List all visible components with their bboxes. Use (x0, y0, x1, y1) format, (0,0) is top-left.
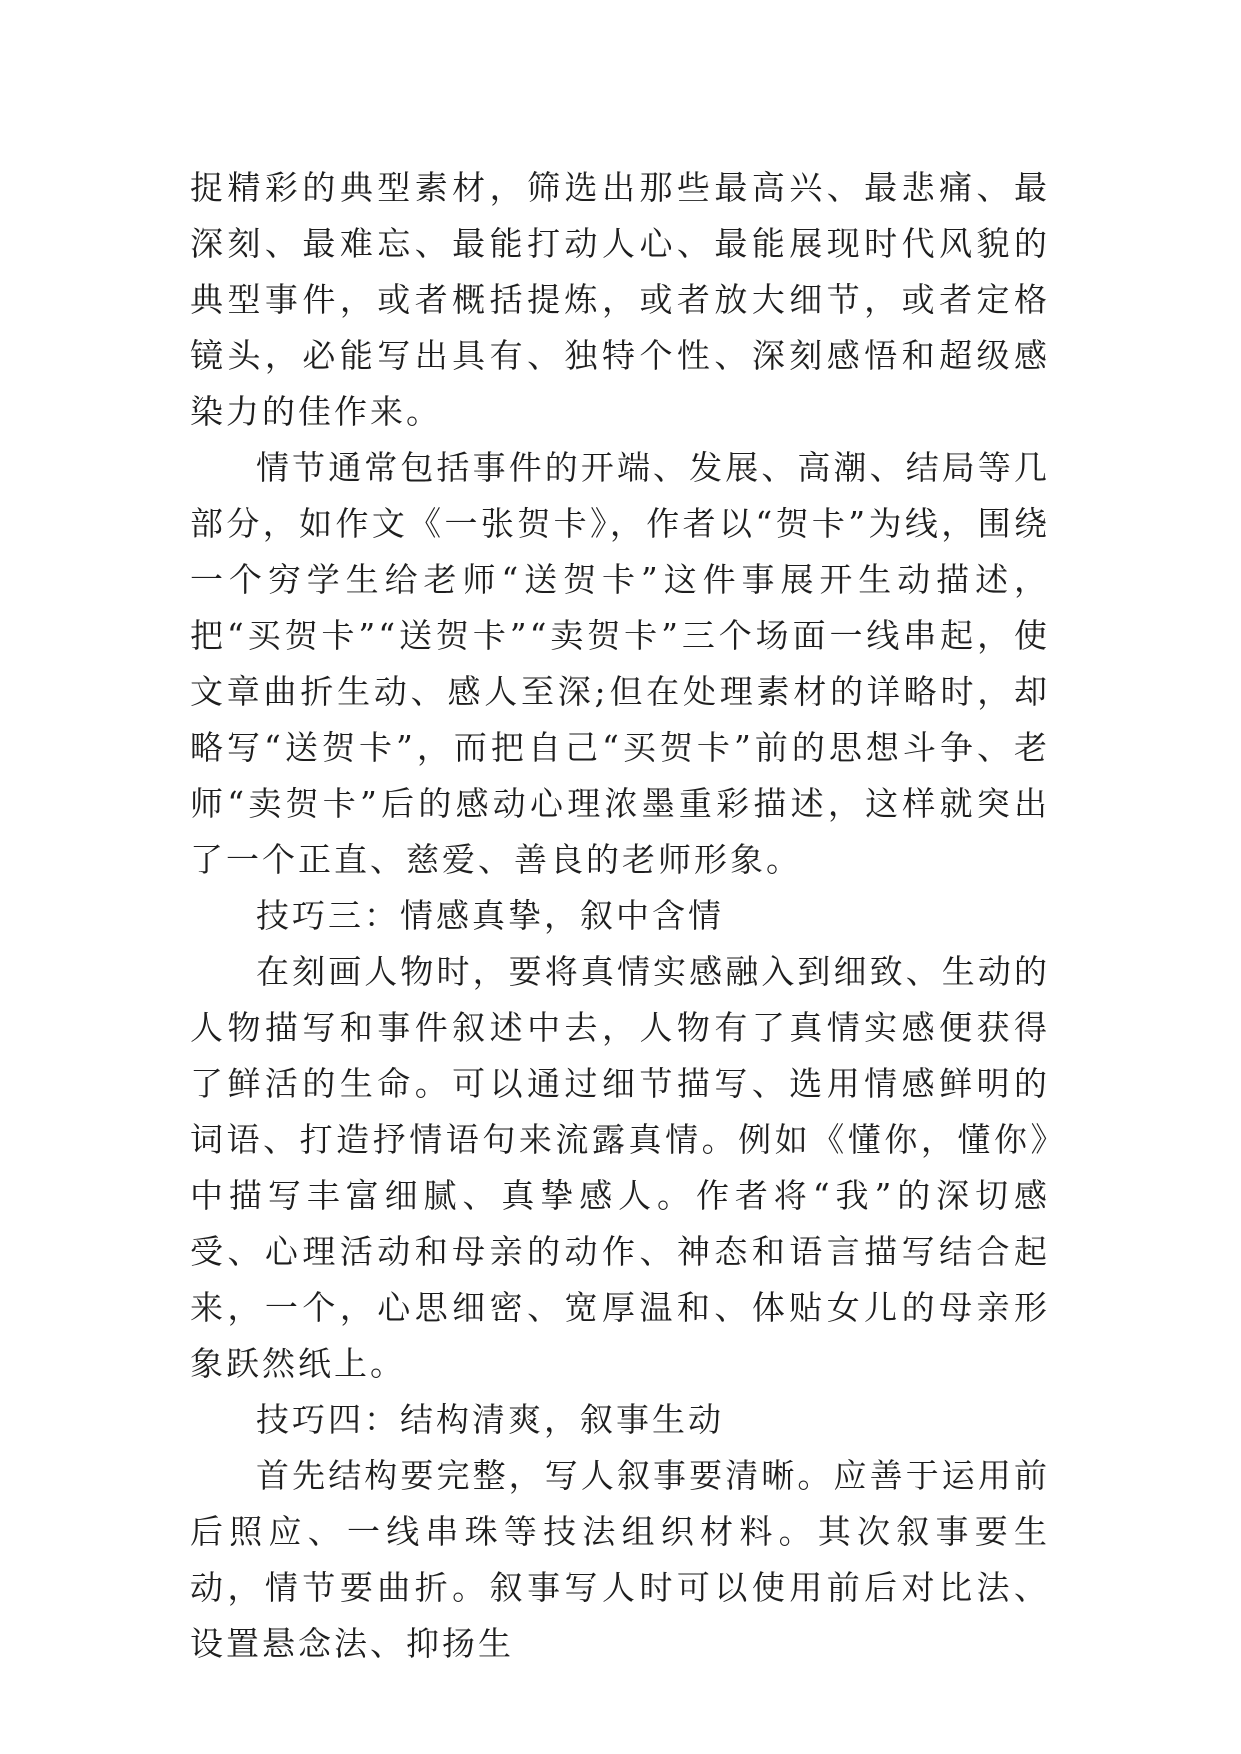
paragraph-4: 首先结构要完整，写人叙事要清晰。应善于运用前后照应、一线串珠等技法组织材料。其次叙事要生动，情节要曲折。叙事写人时可以使用前后对比法、设置悬念法、抑扬生 (190, 1456, 1050, 1663)
section-heading-technique-4: 技巧四：结构清爽，叙事生动 (256, 1400, 724, 1439)
paragraph-1: 捉精彩的典型素材，筛选出那些最高兴、最悲痛、最深刻、最难忘、最能打动人心、最能展现时代风貌的典型事件，或者概括提炼，或者放大细节，或者定格镜头，必能写出具有、独特个性、深刻感悟和超级感染力的佳作来。 (190, 168, 1050, 431)
paragraph-3: 在刻画人物时，要将真情实感融入到细致、生动的人物描写和事件叙述中去，人物有了真情实感便获得了鲜活的生命。可以通过细节描写、选用情感鲜明的词语、打造抒情语句来流露真情。例如《懂你，懂你》中描写丰富细腻、真挚感人。作者将“我”的深切感受、心理活动和母亲的动作、神态和语言描写结合起来，一个，心思细密、宽厚温和、体贴女儿的母亲形象跃然纸上。 (190, 952, 1050, 1383)
document-body (190, 160, 1050, 1672)
paragraph-2: 情节通常包括事件的开端、发展、高潮、结局等几部分，如作文《一张贺卡》，作者以“贺卡”为线，围绕一个穷学生给老师“送贺卡”这件事展开生动描述，把“买贺卡”“送贺卡”“卖贺卡”三个场面一线串起，使文章曲折生动、感人至深;但在处理素材的详略时，却略写“送贺卡”，而把自己“买贺卡”前的思想斗争、老师“卖贺卡”后的感动心理浓墨重彩描述，这样就突出了一个正直、慈爱、善良的老师形象。 (190, 448, 1050, 879)
section-heading-technique-3: 技巧三：情感真挚，叙中含情 (256, 896, 724, 935)
